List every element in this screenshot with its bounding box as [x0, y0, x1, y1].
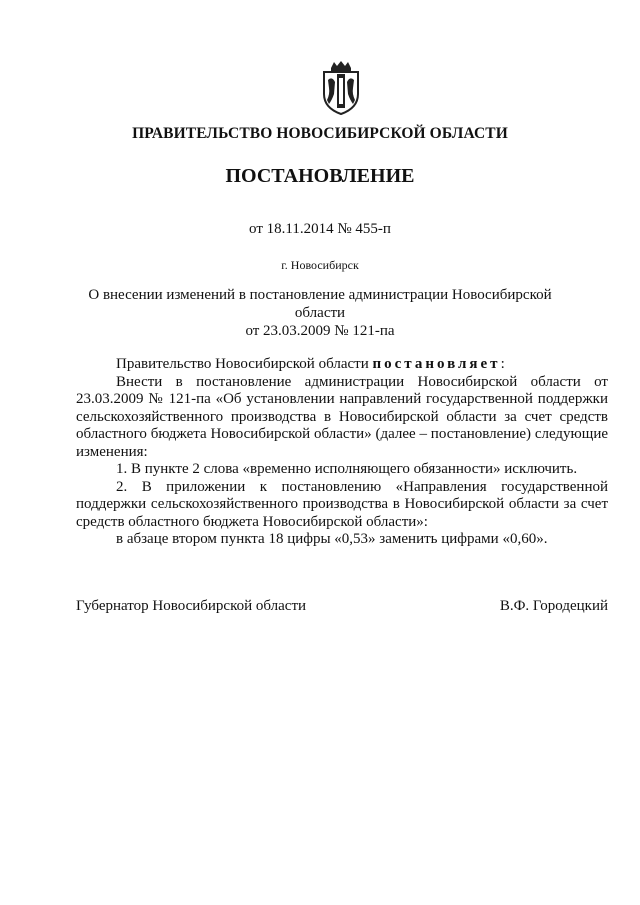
item-2: 2. В приложении к постановлению «Направления государственной поддержки сельскохозяйственного производства в Новосибирской области за счет средств областного бюджета Новосибирской области»:	[76, 478, 608, 530]
coat-of-arms-emblem	[318, 60, 364, 116]
item-1: 1. В пункте 2 слова «временно исполняющего обязанности» исключить.	[116, 461, 578, 477]
document-type-title: ПОСТАНОВЛЕНИЕ	[225, 165, 415, 187]
document-body	[76, 356, 608, 549]
signatory-role: Губернатор Новосибирской области	[76, 598, 307, 614]
intro-spaced-word: постановляет	[372, 356, 501, 372]
intro-paragraph	[76, 356, 608, 374]
intro-suffix: :	[500, 356, 505, 372]
subject-line-2: от 23.03.2009 № 121-па	[245, 323, 395, 339]
intro-prefix: Правительство Новосибирской области	[116, 356, 373, 372]
signatory-name: В.Ф. Городецкий	[499, 598, 608, 614]
item-2-subparagraph: в абзаце втором пункта 18 цифры «0,53» заменить цифрами «0,60».	[116, 531, 548, 547]
subject-line-1: О внесении изменений в постановление администрации Новосибирской области	[88, 287, 552, 321]
date-number-line: от 18.11.2014 № 455-п	[249, 221, 391, 237]
paragraph-main: Внести в постановление администрации Новосибирской области от 23.03.2009 № 121-па «Об установлении направлений государственной поддержки сельскохозяйственного производства в Новосибирской области за счет средств областного бюджета Новосибирской области» (далее – постановление) следующие изменения:	[76, 373, 608, 460]
organization-title: ПРАВИТЕЛЬСТВО НОВОСИБИРСКОЙ ОБЛАСТИ	[132, 125, 508, 142]
subject-heading	[70, 286, 570, 340]
city-line: г. Новосибирск	[281, 258, 359, 272]
